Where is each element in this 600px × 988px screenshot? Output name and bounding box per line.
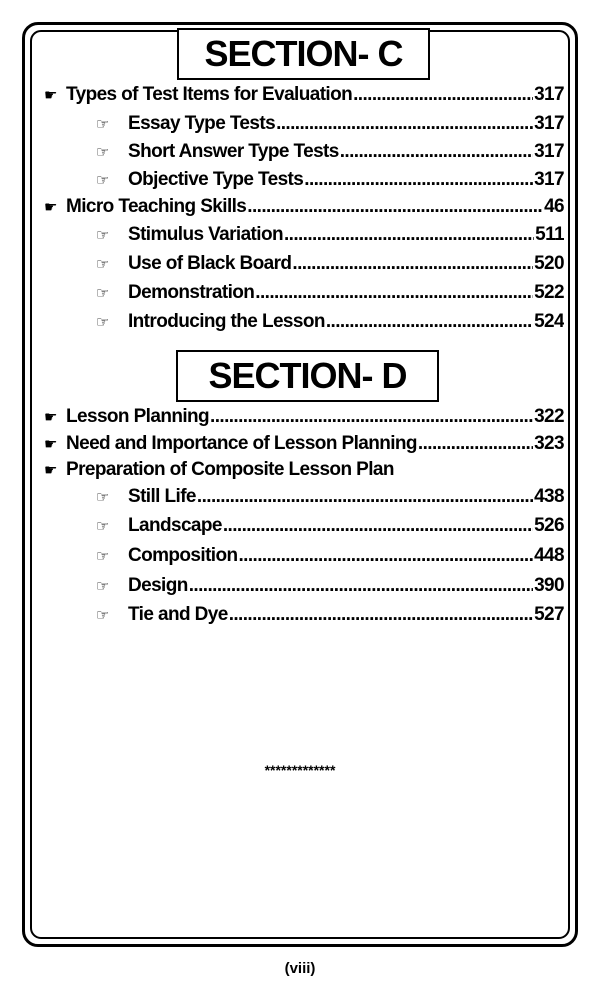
dot-leader — [189, 575, 533, 597]
toc-entry — [44, 404, 564, 430]
toc-entry-label: Objective Type Tests — [128, 169, 304, 190]
dot-leader — [304, 169, 533, 191]
toc-entry-label: Short Answer Type Tests — [128, 141, 339, 162]
toc-entry-page: 317 — [534, 84, 564, 105]
dot-leader — [292, 253, 533, 275]
toc-entry-page: 390 — [534, 575, 564, 596]
toc-entry — [96, 309, 564, 335]
toc-entry-page: 527 — [534, 604, 564, 625]
toc-entry-label: Composition — [128, 545, 238, 566]
dot-leader — [353, 84, 533, 106]
toc-entry — [44, 194, 564, 220]
toc-entry — [96, 484, 564, 510]
toc-entry — [96, 513, 564, 539]
toc-entry-page: 448 — [534, 545, 564, 566]
dot-leader — [210, 406, 533, 428]
pointing-hand-outline-icon: ☞ — [96, 548, 109, 565]
toc-entry — [44, 457, 564, 483]
toc-entry-page: 317 — [534, 169, 564, 190]
pointing-hand-icon: ☛ — [44, 199, 57, 216]
pointing-hand-outline-icon: ☞ — [96, 256, 109, 273]
toc-entry-page: 511 — [535, 224, 564, 245]
toc-entry-page: 526 — [534, 515, 564, 536]
toc-entry — [96, 280, 564, 306]
toc-entry-label: Essay Type Tests — [128, 113, 276, 134]
pointing-hand-outline-icon: ☞ — [96, 172, 109, 189]
toc-entry-label: Introducing the Lesson — [128, 311, 325, 332]
toc-entry — [96, 602, 564, 628]
pointing-hand-outline-icon: ☞ — [96, 489, 109, 506]
toc-entry-page: 524 — [534, 311, 564, 332]
pointing-hand-icon: ☛ — [44, 436, 57, 453]
dot-leader — [197, 486, 533, 508]
section-c-title: SECTION- C — [177, 28, 430, 80]
toc-entry-label: Use of Black Board — [128, 253, 292, 274]
pointing-hand-icon: ☛ — [44, 462, 57, 479]
toc-entry — [96, 167, 564, 193]
dot-leader — [239, 545, 534, 567]
toc-entry-page: 522 — [534, 282, 564, 303]
toc-entry-label: Need and Importance of Lesson Planning — [66, 433, 417, 454]
toc-entry-label: Lesson Planning — [66, 406, 210, 427]
dot-leader — [326, 311, 533, 333]
dot-leader — [284, 224, 534, 246]
toc-entry — [96, 222, 564, 248]
pointing-hand-icon: ☛ — [44, 87, 57, 104]
toc-entry — [96, 251, 564, 277]
section-d-title: SECTION- D — [176, 350, 439, 402]
toc-entry — [96, 573, 564, 599]
pointing-hand-outline-icon: ☞ — [96, 116, 109, 133]
dot-leader — [418, 433, 533, 455]
dot-leader — [255, 282, 533, 304]
toc-entry-page: 317 — [534, 113, 564, 134]
toc-entry-label: Preparation of Composite Lesson Plan — [66, 459, 394, 480]
toc-entry-page: 520 — [534, 253, 564, 274]
toc-entry-page: 438 — [534, 486, 564, 507]
dot-leader — [223, 515, 533, 537]
toc-entry-label: Demonstration — [128, 282, 255, 303]
toc-entry-label: Types of Test Items for Evaluation — [66, 84, 353, 105]
toc-entry-page: 323 — [534, 433, 564, 454]
toc-entry-label: Still Life — [128, 486, 196, 507]
pointing-hand-outline-icon: ☞ — [96, 144, 109, 161]
dot-leader — [276, 113, 533, 135]
toc-entry-label: Tie and Dye — [128, 604, 228, 625]
pointing-hand-outline-icon: ☞ — [96, 227, 109, 244]
toc-entry-page: 317 — [534, 141, 564, 162]
toc-entry-label: Design — [128, 575, 188, 596]
pointing-hand-outline-icon: ☞ — [96, 578, 109, 595]
page-number: (viii) — [284, 960, 316, 977]
toc-entry-page: 322 — [534, 406, 564, 427]
toc-entry — [96, 111, 564, 137]
asterisk-separator: ************* — [264, 762, 336, 778]
dot-leader — [340, 141, 533, 163]
pointing-hand-outline-icon: ☞ — [96, 285, 109, 302]
pointing-hand-outline-icon: ☞ — [96, 607, 109, 624]
pointing-hand-icon: ☛ — [44, 409, 57, 426]
toc-entry — [96, 139, 564, 165]
dot-leader — [247, 196, 543, 218]
pointing-hand-outline-icon: ☞ — [96, 314, 109, 331]
toc-entry — [96, 543, 564, 569]
dot-leader — [229, 604, 533, 626]
toc-entry-page: 46 — [544, 196, 564, 217]
toc-entry-label: Landscape — [128, 515, 222, 536]
toc-entry — [44, 82, 564, 108]
toc-entry — [44, 431, 564, 457]
pointing-hand-outline-icon: ☞ — [96, 518, 109, 535]
toc-entry-label: Micro Teaching Skills — [66, 196, 247, 217]
toc-entry-label: Stimulus Variation — [128, 224, 283, 245]
